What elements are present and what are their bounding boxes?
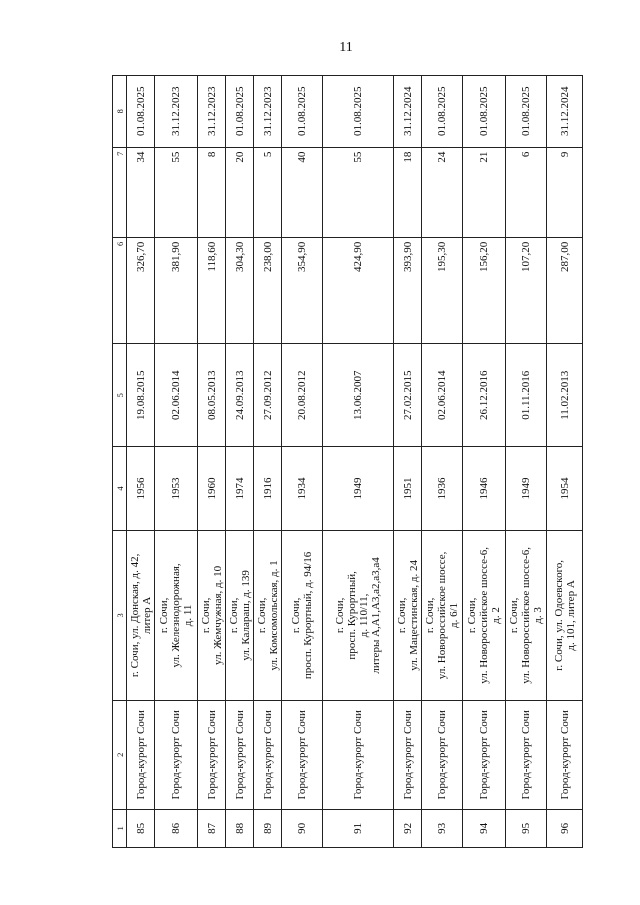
table-row — [282, 76, 323, 848]
address-line: ул. Новороссийское шоссе-6, — [478, 547, 491, 684]
table-body — [127, 76, 583, 848]
year-cell: 1974 — [226, 447, 254, 531]
address-line: д. 2 — [490, 607, 503, 624]
header-col-2: 2 — [113, 700, 127, 809]
area-cell: 326,70 — [127, 237, 155, 344]
header-col-4: 4 — [113, 447, 127, 531]
address-line: ул. Мацестинская, д. 24 — [407, 560, 420, 671]
row-number-cell: 91 — [323, 809, 394, 847]
address-line: г. Сочи, — [508, 597, 521, 634]
address-line: г. Сочи, ул. Донская, д. 42, — [128, 553, 141, 678]
address-line: ул. Жемчужная, д. 10 — [211, 565, 224, 665]
address-line: просп. Курортный, — [346, 571, 359, 660]
row-number-cell: 88 — [226, 809, 254, 847]
date-cell: 27.02.2015 — [394, 344, 422, 447]
area-cell: 304,30 — [226, 237, 254, 344]
address-line: г. Сочи, — [227, 597, 240, 634]
address-cell — [155, 530, 198, 700]
address-line: г. Сочи, — [199, 597, 212, 634]
residents-cell: 6 — [506, 147, 547, 237]
residents-cell: 55 — [155, 147, 198, 237]
residents-cell: 9 — [547, 147, 583, 237]
date-cell: 01.11.2016 — [506, 344, 547, 447]
table-row — [155, 76, 198, 848]
area-cell: 381,90 — [155, 237, 198, 344]
municipality-cell: Город-курорт Сочи — [254, 700, 282, 809]
deadline-cell: 01.08.2025 — [506, 76, 547, 148]
address-line: г. Сочи, ул. Одоевского, — [552, 559, 565, 671]
year-cell: 1946 — [463, 447, 506, 531]
area-cell: 354,90 — [282, 237, 323, 344]
row-number-cell: 94 — [463, 809, 506, 847]
rotated-table-container — [112, 75, 583, 848]
deadline-cell: 31.12.2023 — [254, 76, 282, 148]
date-cell: 02.06.2014 — [422, 344, 463, 447]
residents-cell: 21 — [463, 147, 506, 237]
address-line: г. Сочи, — [158, 597, 171, 634]
municipality-cell: Город-курорт Сочи — [422, 700, 463, 809]
address-line: г. Сочи, — [395, 597, 408, 634]
area-cell: 107,20 — [506, 237, 547, 344]
address-line: г. Сочи, — [424, 597, 437, 634]
address-line: ул. Калараш, д. 139 — [239, 570, 252, 661]
residents-cell: 55 — [323, 147, 394, 237]
table-row — [547, 76, 583, 848]
address-line: д. 11 — [182, 604, 195, 627]
municipality-cell: Город-курорт Сочи — [127, 700, 155, 809]
address-line: просп. Курортный, д. 94/16 — [302, 551, 315, 680]
area-cell: 393,90 — [394, 237, 422, 344]
municipality-cell: Город-курорт Сочи — [155, 700, 198, 809]
date-cell: 08.05.2013 — [198, 344, 226, 447]
deadline-cell: 31.12.2024 — [547, 76, 583, 148]
deadline-cell: 31.12.2024 — [394, 76, 422, 148]
address-cell — [282, 530, 323, 700]
deadline-cell: 01.08.2025 — [323, 76, 394, 148]
date-cell: 11.02.2013 — [547, 344, 583, 447]
address-line: г. Сочи, — [255, 597, 268, 634]
area-cell: 156,20 — [463, 237, 506, 344]
date-cell: 27.09.2012 — [254, 344, 282, 447]
deadline-cell: 31.12.2023 — [198, 76, 226, 148]
date-cell: 20.08.2012 — [282, 344, 323, 447]
table-row — [394, 76, 422, 848]
municipality-cell: Город-курорт Сочи — [463, 700, 506, 809]
address-line: ул. Новороссийское шоссе, — [436, 551, 449, 680]
residents-cell: 34 — [127, 147, 155, 237]
header-col-6: 6 — [113, 237, 127, 344]
row-number-cell: 86 — [155, 809, 198, 847]
table-row — [127, 76, 155, 848]
address-cell — [547, 530, 583, 700]
address-cell — [506, 530, 547, 700]
date-cell: 19.08.2015 — [127, 344, 155, 447]
address-cell — [226, 530, 254, 700]
deadline-cell: 31.12.2023 — [155, 76, 198, 148]
date-cell: 13.06.2007 — [323, 344, 394, 447]
municipality-cell: Город-курорт Сочи — [506, 700, 547, 809]
year-cell: 1916 — [254, 447, 282, 531]
address-line: литеры А,А1,А3,а2,а3,а4 — [370, 557, 383, 674]
address-cell — [463, 530, 506, 700]
row-number-cell: 85 — [127, 809, 155, 847]
row-number-cell: 96 — [547, 809, 583, 847]
residents-cell: 8 — [198, 147, 226, 237]
row-number-cell: 93 — [422, 809, 463, 847]
header-col-1: 1 — [113, 809, 127, 847]
address-line: г. Сочи, — [334, 597, 347, 634]
address-line: д. 110/11, — [358, 593, 371, 638]
year-cell: 1936 — [422, 447, 463, 531]
address-line: д. 6/1 — [448, 602, 461, 628]
table-row — [198, 76, 226, 848]
address-line: д. 101, литер А — [564, 580, 577, 651]
address-line: г. Сочи, — [466, 597, 479, 634]
area-cell: 238,00 — [254, 237, 282, 344]
table-row — [506, 76, 547, 848]
municipality-cell: Город-курорт Сочи — [282, 700, 323, 809]
date-cell: 02.06.2014 — [155, 344, 198, 447]
row-number-cell: 92 — [394, 809, 422, 847]
deadline-cell: 01.08.2025 — [127, 76, 155, 148]
table-row — [254, 76, 282, 848]
address-line: ул. Комсомольская, д. 1 — [267, 560, 280, 671]
row-number-cell: 89 — [254, 809, 282, 847]
address-cell — [394, 530, 422, 700]
deadline-cell: 01.08.2025 — [422, 76, 463, 148]
header-col-5: 5 — [113, 344, 127, 447]
residents-cell: 40 — [282, 147, 323, 237]
table-row — [422, 76, 463, 848]
address-line: литер А — [140, 596, 153, 635]
address-cell — [127, 530, 155, 700]
header-col-8: 8 — [113, 76, 127, 148]
municipality-cell: Город-курорт Сочи — [547, 700, 583, 809]
row-number-cell: 87 — [198, 809, 226, 847]
header-col-3: 3 — [113, 530, 127, 700]
year-cell: 1956 — [127, 447, 155, 531]
residents-cell: 5 — [254, 147, 282, 237]
year-cell: 1960 — [198, 447, 226, 531]
address-line: г. Сочи, — [290, 597, 303, 634]
address-cell — [198, 530, 226, 700]
address-cell — [254, 530, 282, 700]
table-row — [226, 76, 254, 848]
area-cell: 424,90 — [323, 237, 394, 344]
year-cell: 1954 — [547, 447, 583, 531]
address-line: ул. Железнодорожная, — [170, 563, 183, 668]
area-cell: 287,00 — [547, 237, 583, 344]
date-cell: 26.12.2016 — [463, 344, 506, 447]
address-cell — [323, 530, 394, 700]
residents-cell: 20 — [226, 147, 254, 237]
area-cell: 195,30 — [422, 237, 463, 344]
table-header-row — [113, 76, 127, 848]
table-row — [323, 76, 394, 848]
deadline-cell: 01.08.2025 — [282, 76, 323, 148]
header-col-7: 7 — [113, 147, 127, 237]
residents-cell: 24 — [422, 147, 463, 237]
deadline-cell: 01.08.2025 — [463, 76, 506, 148]
row-number-cell: 90 — [282, 809, 323, 847]
address-cell — [422, 530, 463, 700]
table-rotation-wrapper — [112, 75, 583, 848]
year-cell: 1934 — [282, 447, 323, 531]
address-line: д. 3 — [532, 607, 545, 624]
housing-table — [112, 75, 583, 848]
municipality-cell: Город-курорт Сочи — [226, 700, 254, 809]
year-cell: 1953 — [155, 447, 198, 531]
year-cell: 1949 — [506, 447, 547, 531]
area-cell: 118,60 — [198, 237, 226, 344]
page-number: 11 — [339, 40, 353, 55]
deadline-cell: 01.08.2025 — [226, 76, 254, 148]
residents-cell: 18 — [394, 147, 422, 237]
year-cell: 1949 — [323, 447, 394, 531]
municipality-cell: Город-курорт Сочи — [323, 700, 394, 809]
address-line: ул. Новороссийское шоссе-6, — [520, 547, 533, 684]
table-row — [463, 76, 506, 848]
municipality-cell: Город-курорт Сочи — [198, 700, 226, 809]
year-cell: 1951 — [394, 447, 422, 531]
row-number-cell: 95 — [506, 809, 547, 847]
date-cell: 24.09.2013 — [226, 344, 254, 447]
municipality-cell: Город-курорт Сочи — [394, 700, 422, 809]
